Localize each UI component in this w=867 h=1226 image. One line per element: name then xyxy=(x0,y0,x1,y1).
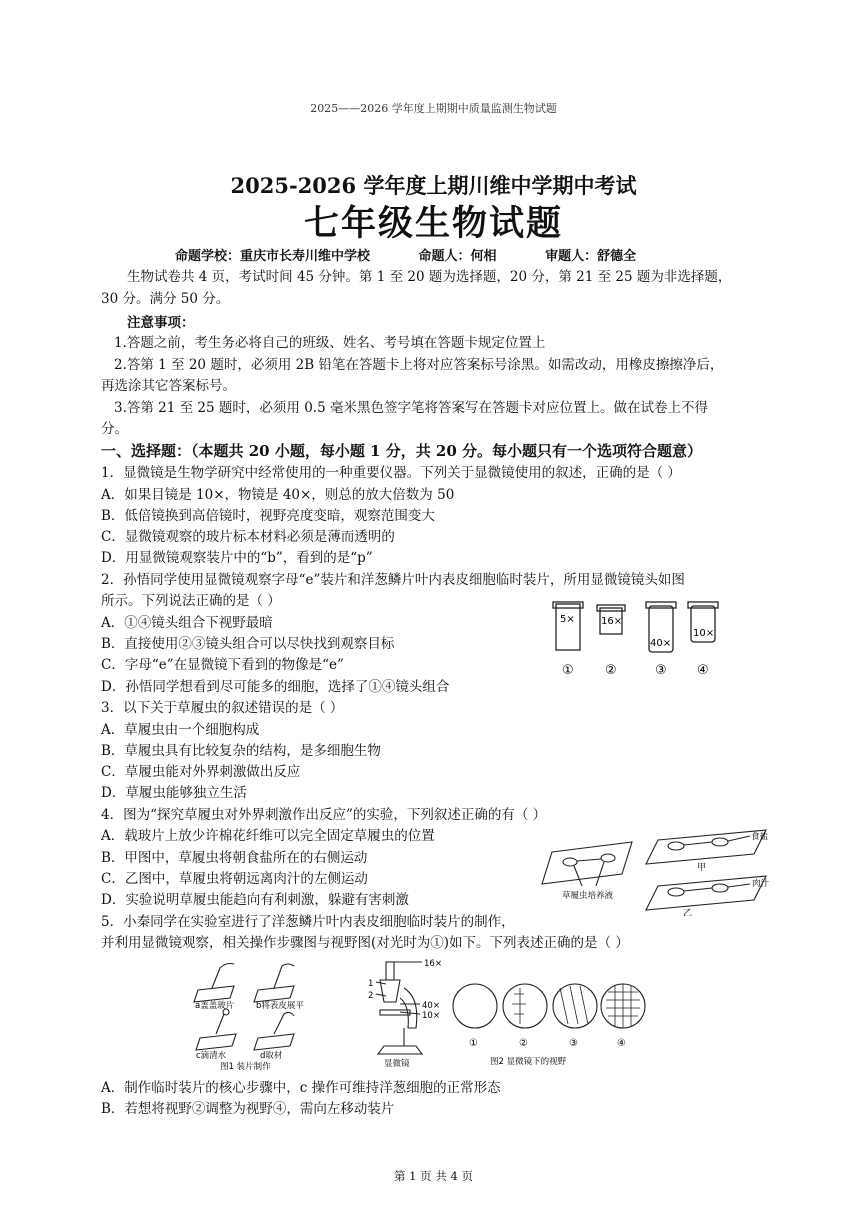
salt-label: 食盐 xyxy=(751,832,769,842)
slide-yi xyxy=(646,876,766,910)
notice-title: 注意事项： xyxy=(127,315,195,331)
notice-item-3-cont: 分。 xyxy=(101,421,128,437)
lens-4-number: ④ xyxy=(697,663,709,678)
view-2-number: ② xyxy=(519,1038,528,1049)
q3-option-b: B．草履虫具有比较复杂的结构，是多细胞生物 xyxy=(101,743,381,759)
step-d-label: d取材 xyxy=(260,1051,283,1061)
step-b-icon xyxy=(254,964,294,1002)
view-4-number: ④ xyxy=(617,1038,626,1049)
q3-option-c: C．草履虫能对外界刺激做出反应 xyxy=(101,764,301,780)
step-a-icon xyxy=(194,964,234,1003)
q1-stem: 1．显微镜是生物学研究中经常使用的一种重要仪器。下列关于显微镜使用的叙述，正确的是（ ） xyxy=(101,465,681,481)
view-1-icon xyxy=(453,984,497,1028)
notice-item-3: 3.答第 21 至 25 题时，必须用 0.5 毫米黑色签字笔将答案写在答题卡对应位置上。做在试卷上不得 xyxy=(114,400,708,416)
notice-item-2-cont: 再选涂其它答案标号。 xyxy=(101,378,236,394)
microscope-icon xyxy=(378,962,422,1054)
slide-jia xyxy=(646,830,766,864)
q5-option-a: A．制作临时装片的核心步骤中，c 操作可维持洋葱细胞的正常形态 xyxy=(101,1080,501,1096)
notice-item-1: 1.答题之前，考生务必将自己的班级、姓名、考号填在答题卡规定位置上 xyxy=(114,335,546,351)
section-title: 一、选择题：（本题共 20 小题，每小题 1 分，共 20 分。每小题只有一个选项符合题意） xyxy=(101,442,703,460)
lens-2-number: ② xyxy=(605,663,617,678)
exam-meta xyxy=(175,245,680,264)
q3-stem: 3．以下关于草履虫的叙述错误的是（ ） xyxy=(101,700,344,716)
q4-option-a: A．载玻片上放少许棉花纤维可以完全固定草履虫的位置 xyxy=(101,828,435,844)
q3-option-d: D．草履虫能够独立生活 xyxy=(101,785,247,801)
meta-school: 命题学校：重庆市长寿川维中学校 xyxy=(175,249,371,264)
fig1-caption: 图1 装片制作 xyxy=(220,1062,271,1070)
view-1-number: ① xyxy=(469,1038,478,1049)
q2-option-c: C．字母“e”在显微镜下看到的物像是“e” xyxy=(101,657,344,673)
objective-40-label: 40× xyxy=(422,1001,440,1011)
meta-reviewer: 审题人：舒德全 xyxy=(545,249,637,264)
step-c-icon xyxy=(196,1009,236,1050)
view-3-number: ③ xyxy=(569,1038,578,1049)
lens-4-label: 10× xyxy=(693,628,715,639)
q1-option-a: A．如果目镜是 10×，物镜是 40×，则总的放大倍数为 50 xyxy=(101,487,455,503)
jia-label: 甲 xyxy=(697,863,707,873)
lens-1-number: ① xyxy=(562,663,574,678)
running-header: 2025——2026 学年度上期期中质量监测生物试题 xyxy=(310,102,557,115)
q3-option-a: A．草履虫由一个细胞构成 xyxy=(101,722,260,738)
exam-title: 2025-2026 学年度上期川维中学期中考试 xyxy=(230,173,637,198)
lens-3-label: 40× xyxy=(650,638,672,649)
microscope-caption: 显微镜 xyxy=(384,1059,410,1069)
q1-option-c: C．显微镜观察的玻片标本材料必须是薄而透明的 xyxy=(101,529,395,545)
step-a-label: a盖盖玻片 xyxy=(195,1001,235,1011)
view-3-icon xyxy=(553,984,597,1028)
notice-item-2: 2.答第 1 至 20 题时，必须用 2B 铅笔在答题卡上将对应答案标号涂黑。如需改动，用橡皮擦擦净后， xyxy=(114,357,724,373)
juice-label: 肉汁 xyxy=(752,879,770,889)
part-2-label: 2 xyxy=(368,991,374,1001)
q5-option-b: B．若想将视野②调整为视野④，需向左移动装片 xyxy=(101,1101,395,1117)
meta-author: 命题人：何相 xyxy=(418,249,497,264)
culture-label: 草履虫培养液 xyxy=(562,891,614,901)
step-d-icon xyxy=(254,1012,294,1050)
exam-subtitle: 七年级生物试题 xyxy=(303,203,563,244)
intro-line-1: 生物试卷共 4 页，考试时间 45 分钟。第 1 至 20 题为选择题，20 分，第 21 至 25 题为非选择题， xyxy=(127,269,732,285)
lens-1-icon xyxy=(556,604,580,650)
view-2-icon xyxy=(503,984,547,1028)
lens-1-label: 5× xyxy=(560,614,575,625)
q2-stem-cont: 所示。下列说法正确的是（ ） xyxy=(101,593,281,609)
step-b-label: b将表皮展平 xyxy=(256,1001,304,1011)
q4-option-d: D．实验说明草履虫能趋向有利刺激，躲避有害刺激 xyxy=(101,892,409,908)
lens-2-label: 16× xyxy=(601,616,623,627)
objective-10-label: 10× xyxy=(422,1011,440,1021)
q2-option-a: A．①④镜头组合下视野最暗 xyxy=(101,615,273,631)
eyepiece-label: 16× xyxy=(424,959,442,969)
slide-preparation-figure xyxy=(190,958,650,1070)
lens-3-number: ③ xyxy=(655,663,667,678)
fig2-caption: 图2 显微镜下的视野 xyxy=(490,1057,567,1067)
paramecium-figure xyxy=(540,824,772,916)
q4-stem: 4．图为“探究草履虫对外界刺激作出反应”的实验，下列叙述正确的有（ ） xyxy=(101,807,547,823)
part-1-label: 1 xyxy=(368,979,374,989)
q2-option-d: D．孙悟同学想看到尽可能多的细胞，选择了①④镜头组合 xyxy=(101,679,450,695)
intro-line-2: 30 分。满分 50 分。 xyxy=(101,291,230,307)
q4-option-c: C．乙图中，草履虫将朝远离肉汁的左侧运动 xyxy=(101,871,368,887)
q2-stem: 2．孙悟同学使用显微镜观察字母“e”装片和洋葱鳞片叶内表皮细胞临时装片，所用显微镜镜头如图 xyxy=(101,572,685,588)
yi-label: 乙 xyxy=(683,909,693,916)
q5-stem: 5．小秦同学在实验室进行了洋葱鳞片叶内表皮细胞临时装片的制作， xyxy=(101,914,515,930)
q4-option-b: B．甲图中，草履虫将朝食盐所在的右侧运动 xyxy=(101,850,368,866)
lens-figure xyxy=(548,598,728,682)
q1-option-b: B．低倍镜换到高倍镜时，视野亮度变暗，观察范围变大 xyxy=(101,508,435,524)
step-c-label: c滴清水 xyxy=(196,1051,227,1061)
slide-left xyxy=(542,842,632,884)
q2-option-b: B．直接使用②③镜头组合可以尽快找到观察目标 xyxy=(101,636,395,652)
q5-stem-cont: 并利用显微镜观察，相关操作步骤图与视野图(对光时为①)如下。下列表述正确的是（ ） xyxy=(101,935,629,951)
q1-option-d: D．用显微镜观察装片中的“b”，看到的是“p” xyxy=(101,550,373,566)
page-footer: 第 1 页 共 4 页 xyxy=(394,1169,473,1183)
